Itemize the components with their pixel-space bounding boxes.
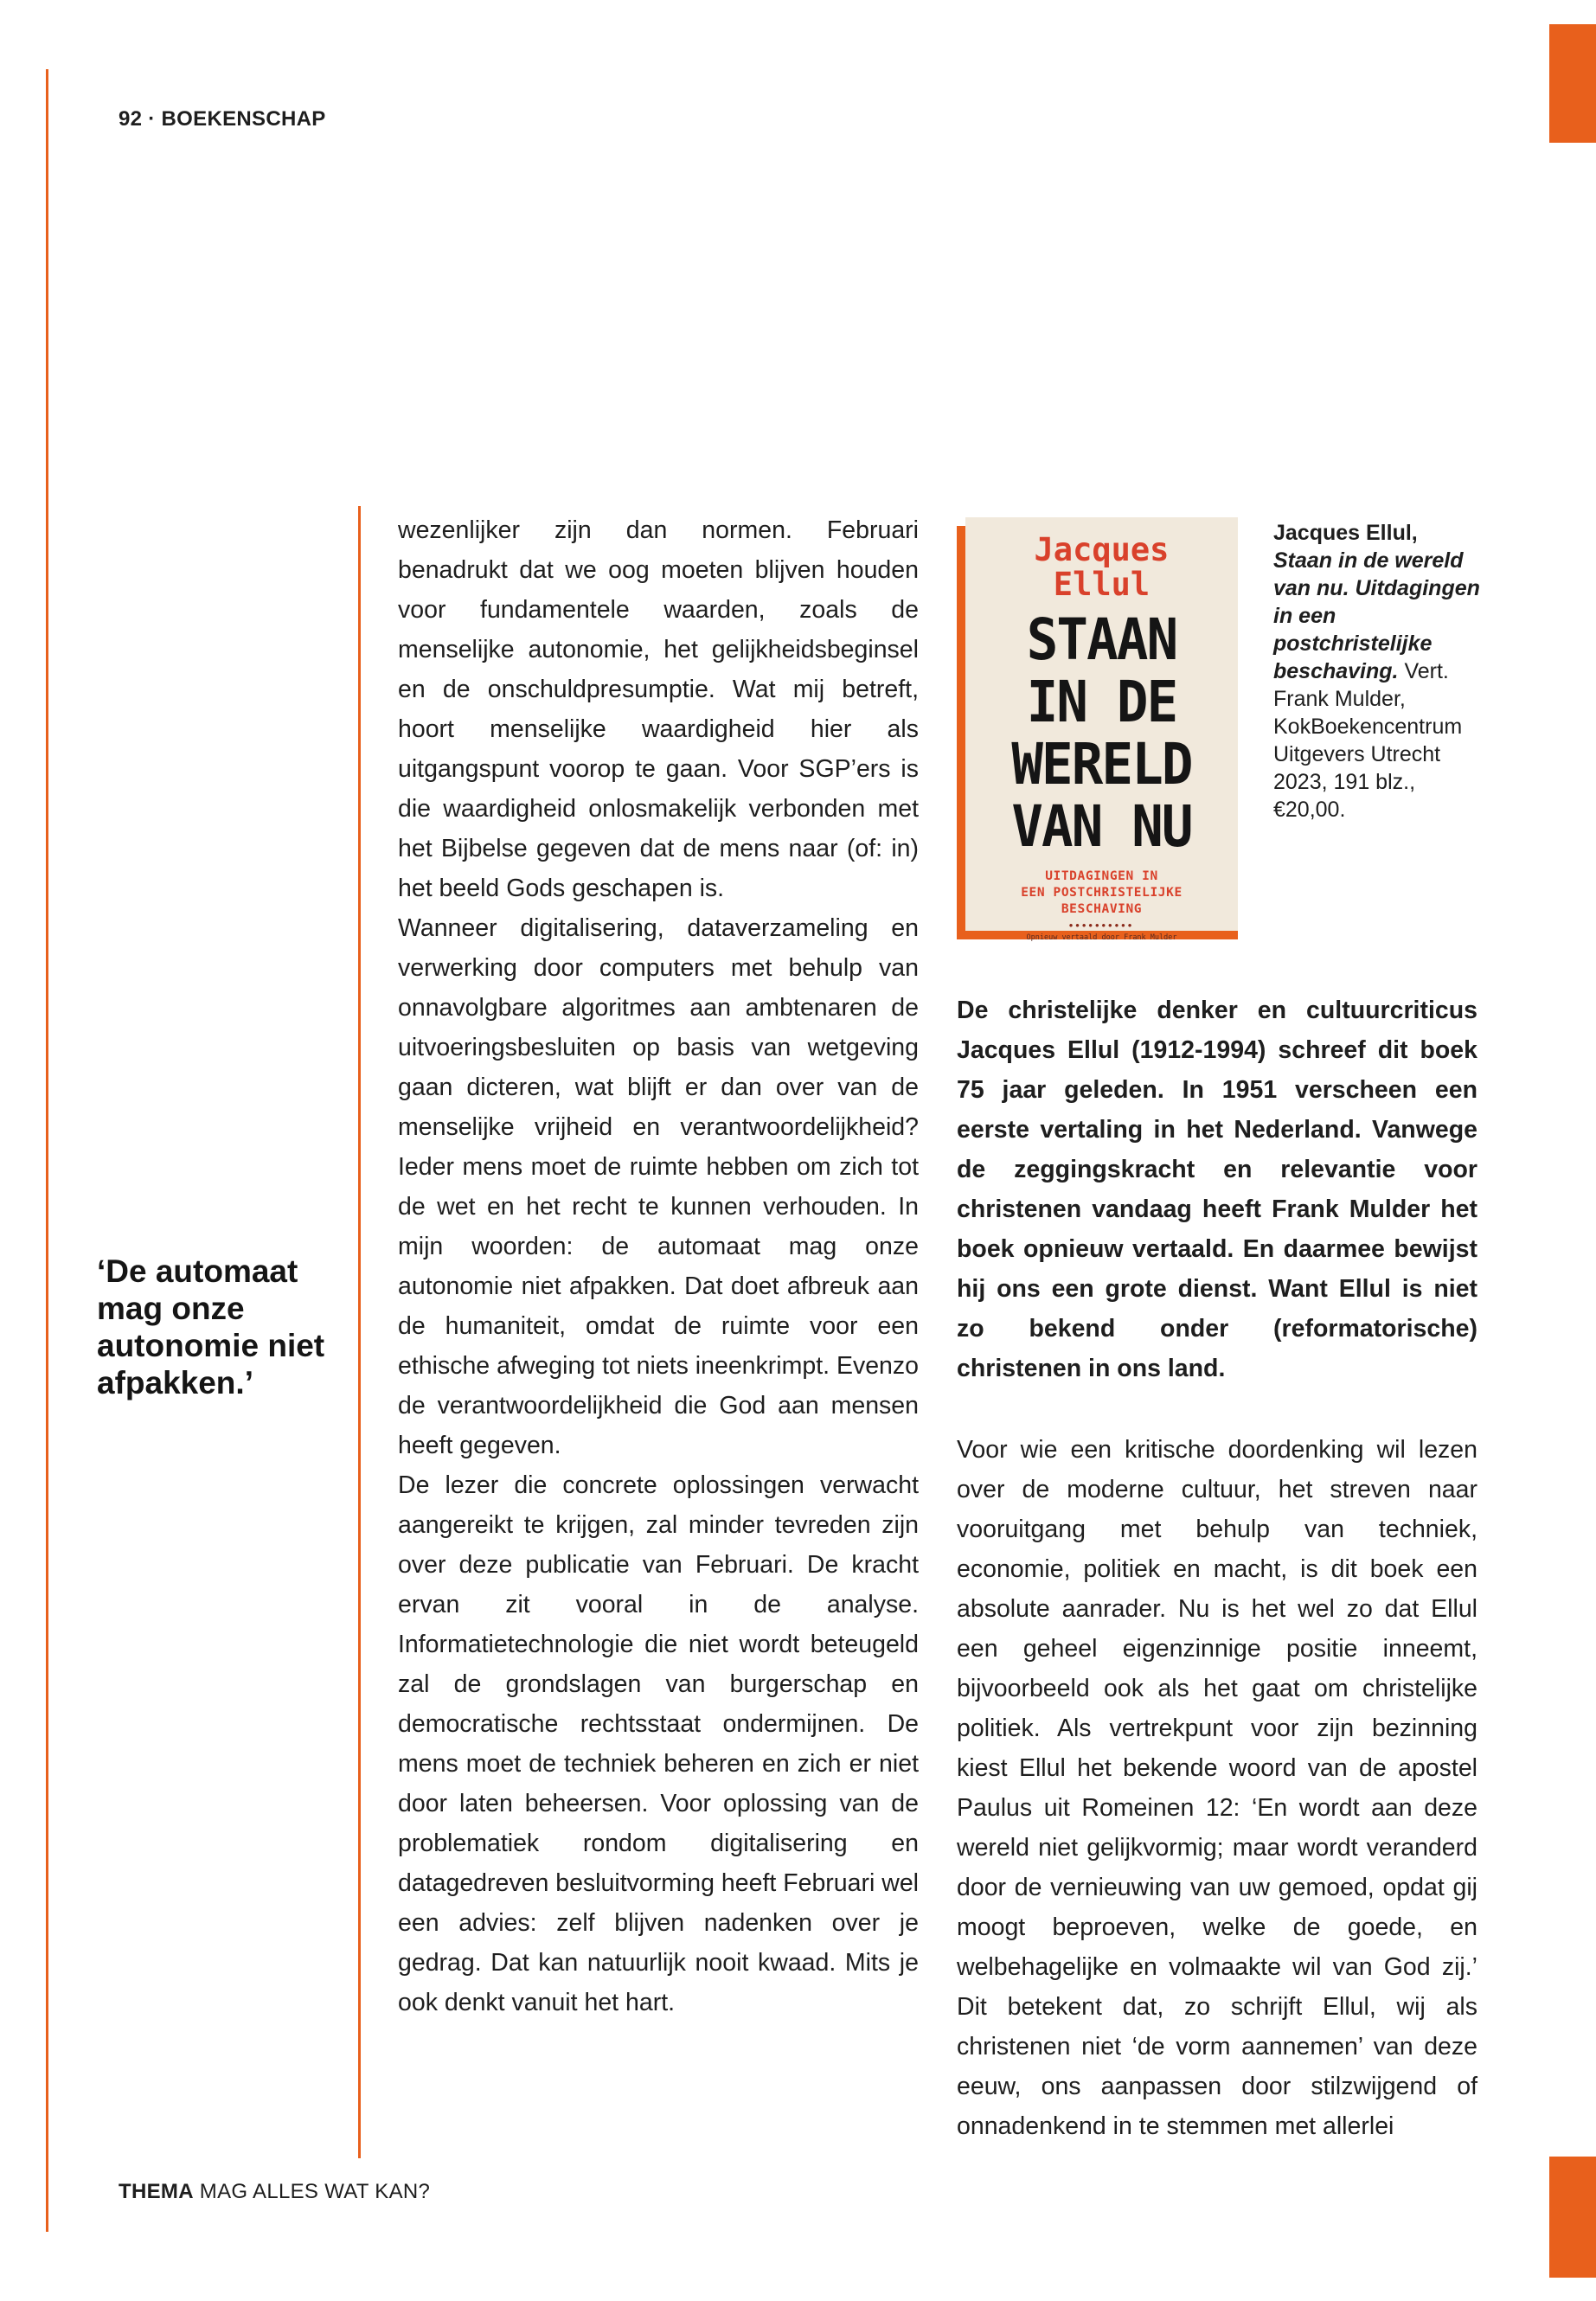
article-column-right: [957, 1430, 1477, 2146]
book-cover: [965, 517, 1238, 942]
header-separator: ·: [148, 107, 156, 131]
running-header: [119, 107, 326, 131]
cover-title-line: WERELD: [1011, 731, 1192, 798]
footer-thema-label: THEMA: [119, 2180, 194, 2203]
cover-title: [977, 606, 1227, 860]
cover-title-line: STAAN: [1026, 606, 1177, 673]
review-lead: [957, 990, 1477, 1388]
caption-author: Jacques Ellul,: [1273, 521, 1418, 545]
page-margin-line: [46, 69, 48, 2232]
paragraph: wezenlijker zijn dan normen. Februari benadrukt dat we oog moeten blijven houden voor fundamentele waarden, zoals de menselijke autonomie, het gelijkheidsbeginsel en de onschuldpresumptie. Wat mij betreft, hoort menselijke waardigheid hier als uitgangspunt voorop te gaan. Voor SGP’ers is die waardigheid onlosmakelijk verbonden met het Bijbelse gegeven dat de mens naar (of: in) het beeld Gods geschapen is.: [398, 516, 919, 902]
orange-edge-tab-top: [1549, 24, 1596, 143]
book-cover-image: [957, 517, 1238, 942]
orange-edge-tab-bottom: [1549, 2157, 1596, 2278]
cover-subtitle: [965, 868, 1238, 918]
book-caption: [1273, 519, 1485, 824]
cover-author: [965, 533, 1238, 602]
cover-subtitle-line: UITDAGINGEN IN: [1045, 869, 1158, 883]
article-column-middle: [398, 510, 919, 2022]
cover-author-first: Jacques: [1034, 531, 1170, 568]
cover-author-last: Ellul: [1053, 566, 1151, 603]
cover-subtitle-line: EEN POSTCHRISTELIJKE: [1021, 886, 1183, 900]
lead-paragraph: De christelijke denker en cultuurcriticus Jacques Ellul (1912-1994) schreef dit boek 75 jaar geleden. In 1951 verscheen een eerste vertaling in het Nederland. Vanwege de zeggingskracht en relevantie voor christenen vandaag heeft Frank Mulder het boek opnieuw vertaald. En daarmee bewijst hij ons een grote dienst. Want Ellul is niet zo bekend onder (reformatorische) christenen in ons land.: [957, 997, 1477, 1382]
footer-thema-title: MAG ALLES WAT KAN?: [199, 2180, 431, 2203]
cover-title-line: VAN NU: [1011, 793, 1192, 860]
section-name: BOEKENSCHAP: [161, 107, 326, 131]
column-divider-line: [358, 506, 361, 2158]
paragraph: Voor wie een kritische doordenking wil lezen over de moderne cultuur, het streven naar vooruitgang met behulp van techniek, economie, politiek en macht, is dit boek een absolute aanrader. Nu is het wel zo dat Ellul een geheel eigenzinnige positie inneemt, bijvoorbeeld ook als het gaat om christelijke politiek. Als vertrekpunt voor zijn bezinning kiest Ellul het bekende woord van de apostel Paulus uit Romeinen 12: ‘En wordt aan deze wereld niet gelijkvormig; maar wordt veranderd door de vernieuwing van uw gemoed, opdat gij moogt beproeven, welke de goede, en welbehagelijke en volmaakte wil van God zij.’ Dit betekent dat, zo schrijft Ellul, wij als christenen niet ‘de vorm aannemen’ van deze eeuw, ons aanpassen door stilzwijgend of onnadenkend in te stemmen met allerlei: [957, 1436, 1477, 2140]
caption-details: Vert. Frank Mulder, KokBoekencentrum Uitgevers Utrecht 2023, 191 blz., €20,00.: [1273, 659, 1463, 822]
cover-subtitle-line: BESCHAVING: [1061, 902, 1143, 916]
paragraph: Wanneer digitalisering, dataverzameling en verwerking door computers met behulp van onnavolgbare algoritmes aan ambtenaren de uitvoeringsbesluiten op basis van wetgeving gaan dicteren, wat blijft er dan over van de menselijke vrijheid en verantwoordelijkheid? Ieder mens moet de ruimte hebben om zich tot de wet en het recht te kunnen verhouden. In mijn woorden: de automaat mag onze autonomie niet afpakken. Dat doet afbreuk aan de humaniteit, omdat de ruimte voor een ethische afweging tot niets ineenkrimpt. Evenzo de verantwoordelijkheid die God aan mensen heeft gegeven.: [398, 914, 920, 1459]
page-number: 92: [119, 107, 143, 131]
cover-translator: Opnieuw vertaald door Frank Mulder: [1026, 933, 1177, 942]
pull-quote: ‘De automaat mag onze autonomie niet afpakken.’: [97, 1253, 325, 1400]
running-footer: [119, 2180, 430, 2204]
cover-title-line: IN DE: [1026, 669, 1177, 735]
caption-title: Staan in de wereld van nu. Uitdagingen in een postchristelijke beschaving.: [1273, 548, 1480, 683]
cover-dots: ••••••••••: [1068, 919, 1135, 932]
paragraph: De lezer die concrete oplossingen verwacht aangereikt te krijgen, zal minder tevreden zijn over deze publicatie van Februari. De kracht ervan zit vooral in de analyse. Informatietechnologie die niet wordt beteugeld zal de grondslagen van burgerschap en democratische rechtsstaat ondermijnen. De mens moet de techniek beheren en zich er niet door laten beheersen. Voor oplossing van de problematiek rondom digitalisering en datagedreven besluitvorming heeft Februari wel een advies: zelf blijven nadenken over je gedrag. Dat kan natuurlijk nooit kwaad. Mits je ook denkt vanuit het hart.: [398, 1471, 920, 2016]
